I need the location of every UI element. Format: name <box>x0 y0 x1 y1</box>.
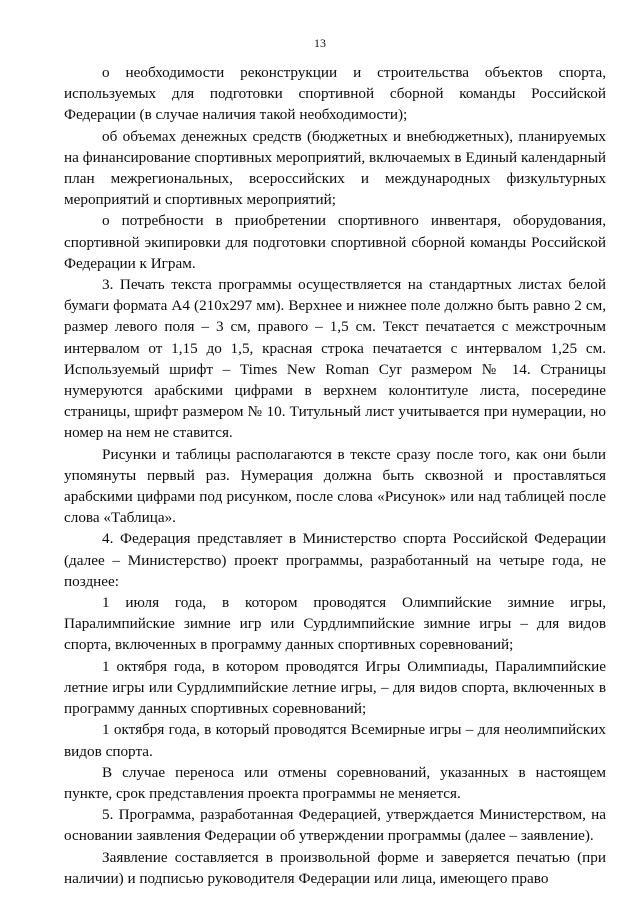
paragraph: 1 октября года, в который проводятся Всемирные игры – для неолимпийских видов спорта. <box>64 721 606 760</box>
paragraph: Рисунки и таблицы располагаются в тексте сразу после того, как они были упомянуты первый раз. Нумерация должна быть сквозной и проставляться арабскими цифрами под рисунком, после слова «Рисунок» или над таблицей после слова «Таблица». <box>64 445 606 527</box>
page-number: 13 <box>314 36 326 50</box>
paragraph: о потребности в приобретении спортивного инвентаря, оборудования, спортивной экипировки для подготовки спортивной сборной команды Российской Федерации к Играм. <box>64 212 606 272</box>
paragraph: 3. Печать текста программы осуществляется на стандартных листах белой бумаги формата А4 (210x297 мм). Верхнее и нижнее поле должно быть равно 2 см, размер левого поля – 3 см, правого – 1,5 см. Текст печатается с межстрочным интервалом от 1,15 до 1,5, красная строка печатается с интервалом 1,25 см. Используемый шрифт – Times New Roman Cyr размером № 14. Страницы нумеруются арабскими цифрами в верхнем колонтитуле листа, посередине страницы, шрифт размером № 10. Титульный лист учитывается при нумерации, но номер на нем не ставится. <box>64 276 606 442</box>
paragraph: 5. Программа, разработанная Федерацией, утверждается Министерством, на основании заявления Федерации об утверждении программы (далее – заявление). <box>64 806 606 845</box>
paragraph: о необходимости реконструкции и строительства объектов спорта, используемых для подготовки спортивной сборной команды Российской Федерации (в случае наличия такой необходимости); <box>64 64 606 124</box>
paragraph: об объемах денежных средств (бюджетных и внебюджетных), планируемых на финансирование спортивных мероприятий, включаемых в Единый календарный план межрегиональных, всероссийских и международных физкультурных мероприятий и спортивных мероприятий; <box>64 127 606 209</box>
paragraph: 1 октября года, в котором проводятся Игры Олимпиады, Паралимпийские летние игры или Сурдлимпийские летние игры, – для видов спорта, включенных в программу данных спортивных соревнований; <box>64 657 606 718</box>
paragraph: Заявление составляется в произвольной форме и заверяется печатью (при наличии) и подписью руководителя Федерации или лица, имеющего право <box>64 848 606 887</box>
paragraph: 1 июля года, в котором проводятся Олимпийские зимние игры, Паралимпийские зимние игр или Сурдлимпийские зимние игры – для видов спорта, включенных в программу данных спортивных соревнований; <box>64 594 606 654</box>
paragraph: 4. Федерация представляет в Министерство спорта Российской Федерации (далее – Министерство) проект программы, разработанный на четыре года, не позднее: <box>64 530 606 590</box>
paragraph: В случае переноса или отмены соревнований, указанных в настоящем пункте, срок представления проекта программы не меняется. <box>64 763 606 802</box>
document-body <box>64 62 606 889</box>
